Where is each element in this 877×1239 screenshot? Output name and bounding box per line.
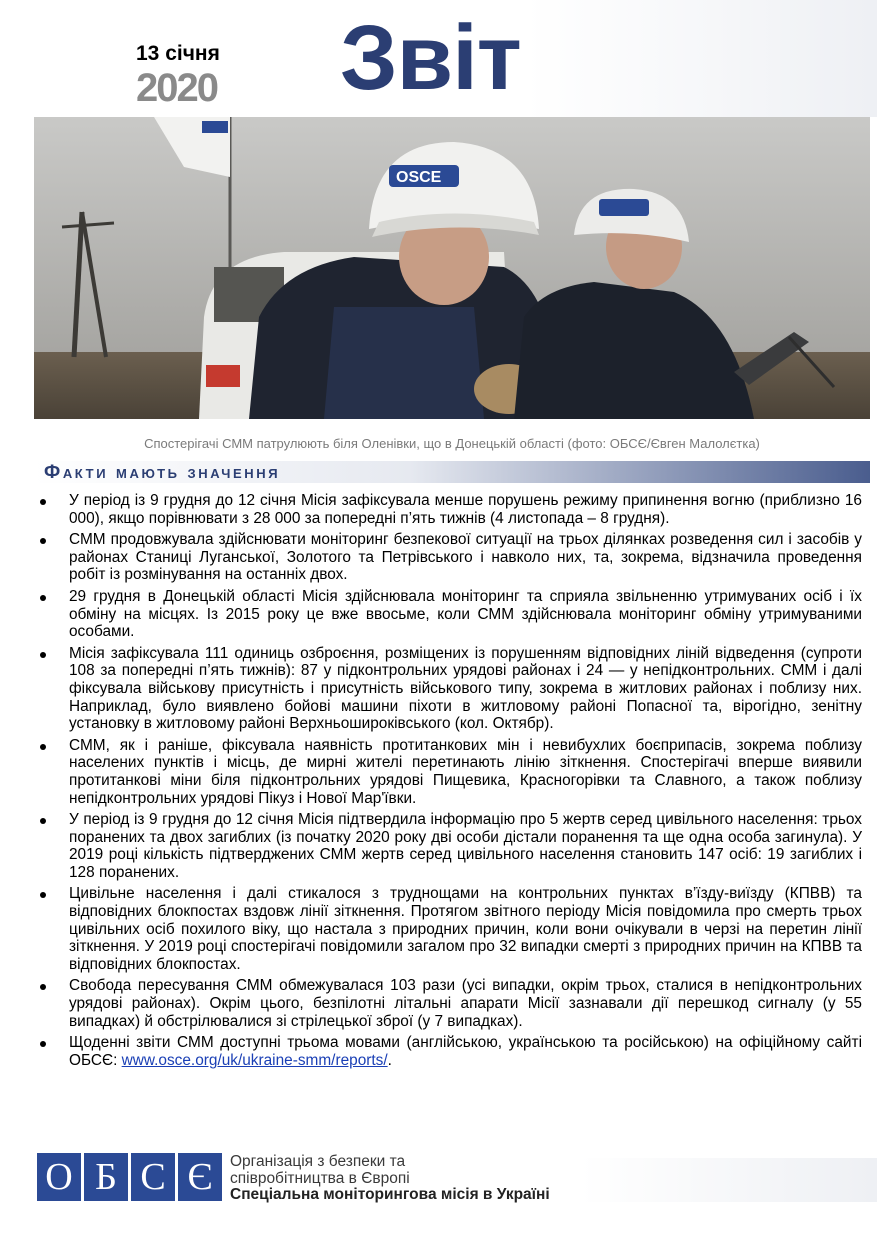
footer-background bbox=[580, 1158, 877, 1202]
bullet-icon bbox=[40, 744, 46, 750]
list-item-text: 29 грудня в Донецькій області Місія здійснювала моніторинг та сприяла звільненню утримуваних осіб і їх обміну на місцях. Із 2015 року це вже ввосьме, коли СММ здійснювала моніторинг обміну утримуваними особами. bbox=[69, 587, 862, 641]
bullet-icon bbox=[40, 984, 46, 990]
monitors-photo bbox=[34, 117, 870, 419]
list-item bbox=[36, 977, 862, 1030]
list-item bbox=[36, 1034, 862, 1069]
list-item-text: Свобода пересування СММ обмежувалася 103 рази (усі випадки, окрім трьох, сталися в непідконтрольних урядові районах). Окрім цього, безпілотні літальні апарати Місії зазнавали дії перешкод сигналу (у 55 випадках) й обстрілювалися зі стрілецької зброї (у 7 випадках). bbox=[69, 977, 862, 1030]
list-item-text: У період із 9 грудня до 12 січня Місія підтвердила інформацію про 5 жертв серед цивільного населення: трьох поранених та двох загиблих (із початку 2020 року дві особи дістали поранення та ще одна особа загинула). У 2019 році кількість підтверджених СММ жертв серед цивільного населення становить 147 осіб: 19 загиблих і 128 поранених. bbox=[69, 811, 862, 881]
bullet-icon bbox=[40, 595, 46, 601]
list-item bbox=[36, 885, 862, 973]
list-item bbox=[36, 645, 862, 733]
list-item bbox=[36, 737, 862, 807]
logo-letter: С bbox=[131, 1153, 175, 1201]
section-title: Факти мають значення bbox=[44, 462, 281, 483]
logo-letter: О bbox=[37, 1153, 81, 1201]
list-item bbox=[36, 588, 862, 641]
list-item bbox=[36, 531, 862, 584]
list-item bbox=[36, 492, 862, 527]
list-item-text: СММ, як і раніше, фіксувала наявність протитанкових мін і невибухлих боєприпасів, зокрема поблизу населених пунктів і місць, де мирні жителі перетинають лінію зіткнення. Спостерігачі вперше виявили протитанкові міни біля підконтрольних урядові Пищевика, Красногорівки та Славного, а також поблизу непідконтрольних урядові Пікуз і Нової Мар'ївки. bbox=[69, 736, 862, 807]
organization-name bbox=[230, 1154, 550, 1204]
list-item-text: Щоденні звіти СММ доступні трьома мовами (англійською, українською та російською) на офіційному сайті ОБСЄ: bbox=[69, 1034, 862, 1069]
report-date-year: 2020 bbox=[136, 66, 217, 110]
facts-list bbox=[36, 492, 862, 1073]
list-item bbox=[36, 811, 862, 881]
org-line-3: Спеціальна моніторингова місія в Україні bbox=[230, 1186, 550, 1203]
bullet-icon bbox=[40, 1041, 46, 1047]
list-item-text: СММ продовжувала здійснювати моніторинг безпекової ситуації на трьох ділянках розведення сил і засобів у районах Станиці Луганської, Золотого та Петрівського і навколо них, та, зокрема, відзначила проведення робіт із розмінування на останніх двох. bbox=[69, 531, 862, 584]
list-item-text: Місія зафіксувала 111 одиниць озброєння, розміщених із порушенням відповідних ліній відведення (супроти 108 за попередні п’ять тижнів): 87 у підконтрольних урядові районах і 24 — у непідконтрольних. СММ і далі фіксувала військову присутність і присутність військового типу, зокрема в житлових районах і поблизу них. Наприклад, було виявлено бойові машини піхоти в житловому районі Попасної та, вірогідно, зенітну установку в житловому районі Верхньошироківського (кол. Октябр). bbox=[69, 644, 862, 733]
list-item-tail: . bbox=[387, 1051, 392, 1069]
bullet-icon bbox=[40, 538, 46, 544]
bullet-icon bbox=[40, 892, 46, 898]
osce-logo bbox=[37, 1153, 222, 1201]
org-line-2: співробітництва в Європі bbox=[230, 1169, 410, 1187]
logo-letter: Є bbox=[178, 1153, 222, 1201]
logo-letter: Б bbox=[84, 1153, 128, 1201]
report-date-day: 13 січня bbox=[136, 42, 220, 65]
bullet-icon bbox=[40, 652, 46, 658]
bullet-icon bbox=[40, 499, 46, 505]
org-line-1: Організація з безпеки та bbox=[230, 1153, 406, 1170]
list-item-text: Цивільне населення і далі стикалося з труднощами на контрольних пунктах в’їзду-виїзду (КПВВ) та відповідних блокпостах вздовж лінії зіткнення. Протягом звітного періоду Місія повідомила про смерть трьох цивільних осіб похилого віку, що настала з природних причин, коли вони очікували в черзі на перетин лінії зіткнення. У 2019 році спостерігачі повідомили загалом про 32 випадки смерті з природних причин на КПВВ та відповідних блокпостах. bbox=[69, 885, 862, 973]
bullet-icon bbox=[40, 818, 46, 824]
reports-link[interactable]: www.osce.org/uk/ukraine-smm/reports/ bbox=[121, 1051, 388, 1069]
photo-caption: Спостерігачі СММ патрулюють біля Оленівки, що в Донецькій області (фото: ОБСЄ/Євген Малолєтка) bbox=[144, 436, 760, 451]
helmet-text: OSCE bbox=[396, 169, 442, 186]
list-item-text: У період із 9 грудня до 12 січня Місія зафіксувала менше порушень режиму припинення вогню (приблизно 16 000), якщо порівнювати з 28 000 за попередні п’ять тижнів (4 листопада – 8 грудня). bbox=[69, 492, 862, 527]
page-title: Звіт bbox=[340, 7, 521, 109]
